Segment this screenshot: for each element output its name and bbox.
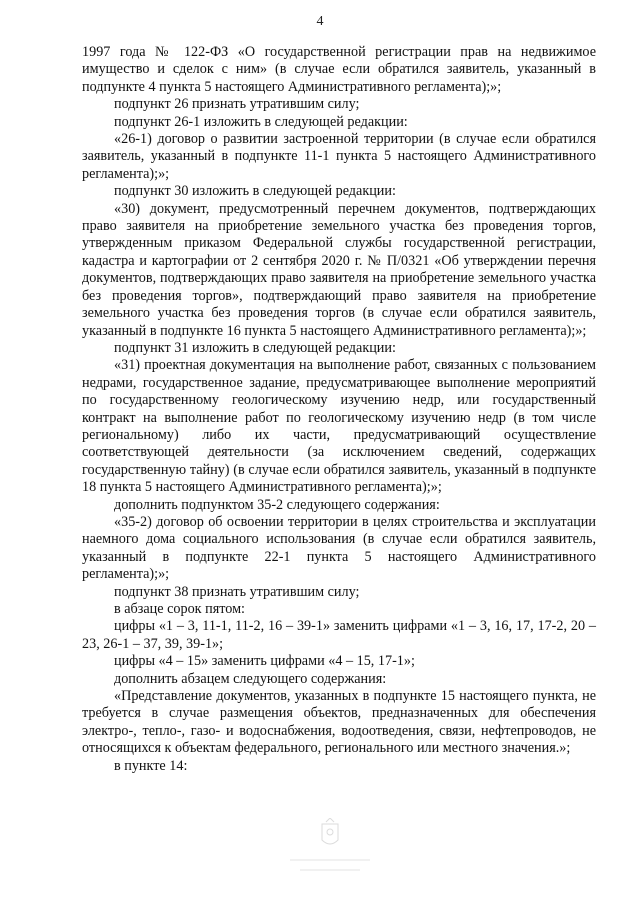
emblem-seal-icon (270, 818, 390, 898)
paragraph: в абзаце сорок пятом: (114, 601, 245, 617)
paragraph: подпункт 26-1 изложить в следующей редакции: (114, 113, 408, 130)
page-number: 4 (316, 14, 324, 29)
paragraph: подпункт 38 признать утратившим силу; (114, 583, 360, 600)
paragraph: «Представление документов, указанных в подпункте 15 настоящего пункта, не требуется в случае размещения объектов, предназначенных для обеспечения электро-, тепло-, газо- и водоснабжения, водоотведения, связи, нефтепроводов, не относящихся к объектам федерального, регионального или местного значения.»; (82, 688, 596, 757)
paragraph: подпункт 26 признать утратившим силу; (114, 96, 360, 113)
paragraph: «30) документ, предусмотренный перечнем документов, подтверждающих право заявителя на приобретение земельного участка без проведения торгов, утвержденным приказом Федеральной службы государственной регистрации, кадастра и картографии от 2 сентября 2020 г. № П/0321 «Об утверждении перечня документов, подтверждающих право заявителя на приобретение земельного участка без проведения торгов», подтверждающий право заявителя на приобретение земельного участка без проведения торгов (в случае если обратился заявитель, указанный в подпункте 16 пункта 5 настоящего Административного регламента);»; (82, 200, 596, 339)
paragraph: подпункт 30 изложить в следующей редакции: (114, 183, 396, 200)
paragraph: цифры «1 – 3, 11-1, 11-2, 16 – 39-1» заменить цифрами «1 – 3, 16, 17, 17-2, 20 – 23, 26-1 – 37, 39, 39-1»; (82, 618, 596, 652)
paragraph: 1997 года № 122-ФЗ «О государственной регистрации прав на недвижимое имущество и сделок с ним» (в случае если обратился заявитель, указанный в подпункте 4 пункта 5 настоящего Административного регламента);»; (82, 44, 596, 95)
paragraph: «35-2) договор об освоении территории в целях строительства и эксплуатации наемного дома социального использования (в случае если обратился заявитель, указанный в подпункте 22-1 пункта 5 настоящего Административного регламента);»; (82, 513, 596, 583)
paragraph: подпункт 31 изложить в следующей редакции: (114, 339, 396, 356)
paragraph: дополнить абзацем следующего содержания: (114, 670, 387, 687)
paragraph: дополнить подпунктом 35-2 следующего содержания: (114, 496, 440, 513)
paragraph: «31) проектная документация на выполнение работ, связанных с пользованием недрами, государственное задание, предусматривающее выполнение мероприятий по государственному геологическому изучению недр, или государственный контракт на выполнение работ по геологическому изучению недр (в том числе региональному) либо их части, предусматривающий осуществление соответствующей деятельности (за исключением сведений, содержащих государственную тайну) (в случае если обратился заявитель, указанный в подпункте 18 пункта 5 настоящего Административного регламента);»; (82, 357, 596, 496)
paragraph: в пункте 14: (114, 757, 188, 774)
paragraph: «26-1) договор о развитии застроенной территории (в случае если обратился заявитель, указанный в подпункте 11-1 пункта 5 настоящего Административного регламента);»; (82, 131, 596, 182)
document-body (82, 44, 596, 775)
paragraph: цифры «4 – 15» заменить цифрами «4 – 15, 17-1»; (114, 653, 415, 670)
